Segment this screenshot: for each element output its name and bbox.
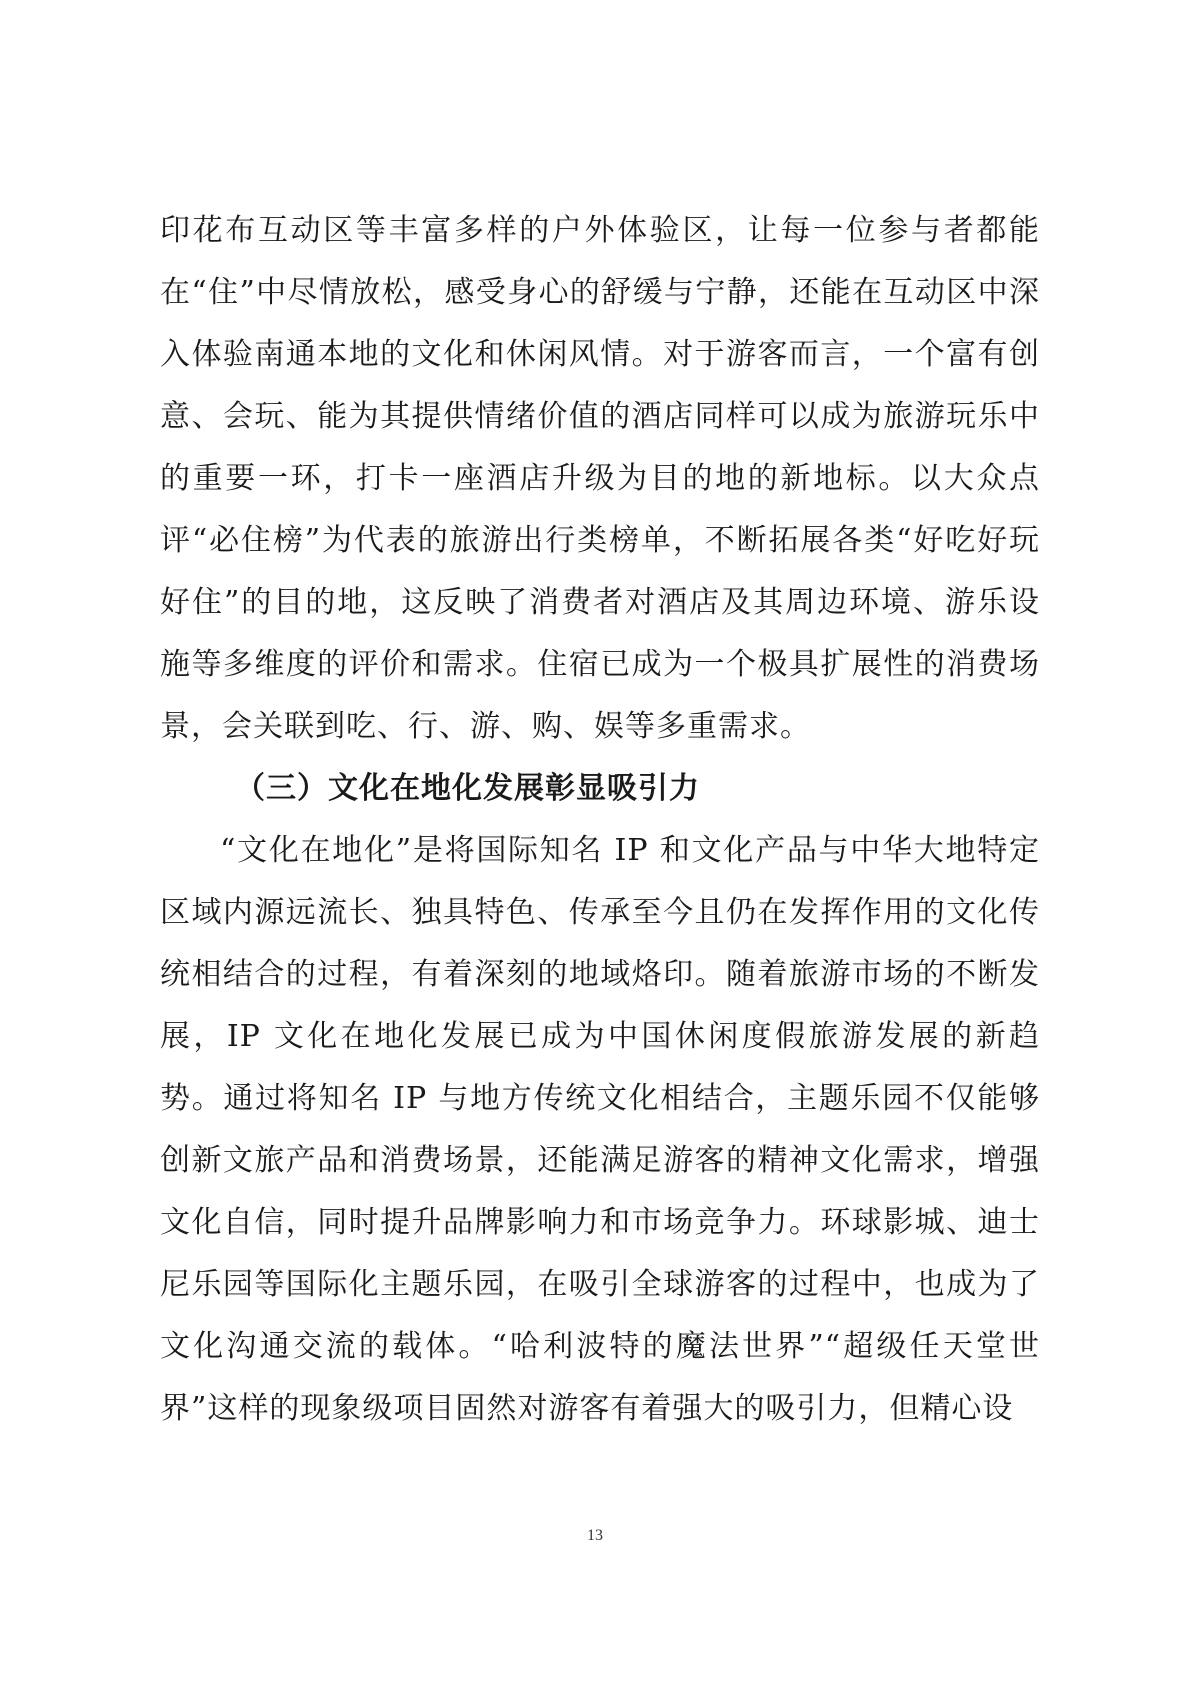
paragraph-continuation: 印花布互动区等丰富多样的户外体验区，让每一位参与者都能在“住”中尽情放松，感受身心的舒缓与宁静，还能在互动区中深入体验南通本地的文化和休闲风情。对于游客而言，一个富有创意、会玩、能为其提供情绪价值的酒店同样可以成为旅游玩乐中的重要一环，打卡一座酒店升级为目的地的新地标。以大众点评“必住榜”为代表的旅游出行类榜单，不断拓展各类“好吃好玩好住”的目的地，这反映了消费者对酒店及其周边环境、游乐设施等多维度的评价和需求。住宿已成为一个极具扩展性的消费场景，会关联到吃、行、游、购、娱等多重需求。 [160,213,1040,744]
page-number: 13 [587,1527,603,1544]
section-heading: （三）文化在地化发展彰显吸引力 [235,771,700,806]
body-text [160,200,1040,1440]
paragraph-body: “文化在地化”是将国际知名 IP 和文化产品与中华大地特定区域内源远流长、独具特色、传承至今且仍在发挥作用的文化传统相结合的过程，有着深刻的地域烙印。随着旅游市场的不断发展，IP 文化在地化发展已成为中国休闲度假旅游发展的新趋势。通过将知名 IP 与地方传统文化相结合，主题乐园不仅能够创新文旅产品和消费场景，还能满足游客的精神文化需求，增强文化自信，同时提升品牌影响力和市场竞争力。环球影城、迪士尼乐园等国际化主题乐园，在吸引全球游客的过程中，也成为了文化沟通交流的载体。“哈利波特的魔法世界”“超级任天堂世界”这样的现象级项目固然对游客有着强大的吸引力，但精心设 [160,833,1040,1426]
